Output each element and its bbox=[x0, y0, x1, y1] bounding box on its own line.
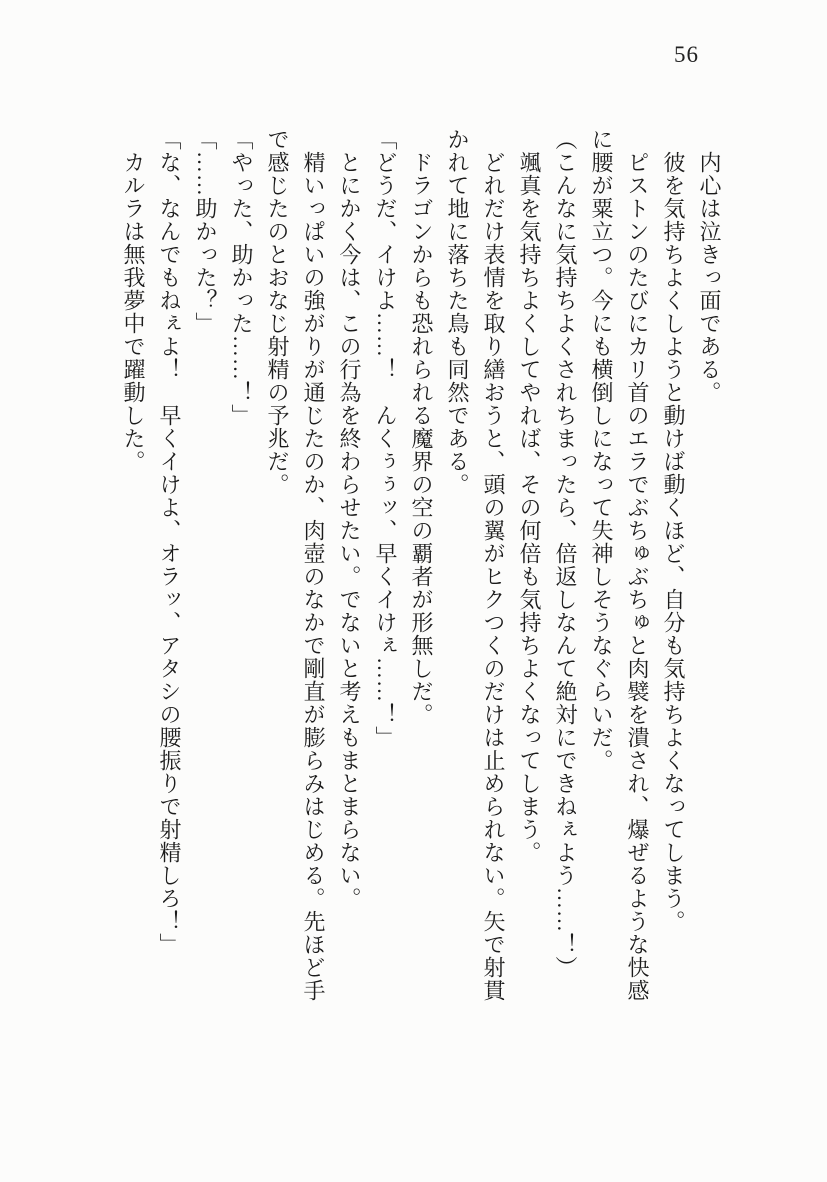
paragraph: ドラゴンからも恐れられる魔界の空の覇者が形無しだ。 bbox=[409, 151, 434, 726]
paragraph-dialogue: 「……助かった？」 bbox=[193, 128, 218, 335]
page-number: 56 bbox=[674, 42, 699, 67]
paragraph: カルラは無我夢中で躍動した。 bbox=[121, 151, 146, 473]
paragraph-dialogue: 「な、なんでもねぇよ！ 早くイけよ、オラッ、アタシの腰振りで射精しろ！」 bbox=[157, 128, 182, 956]
paragraph: 内心は泣きっ面である。 bbox=[697, 151, 722, 404]
paragraph: どれだけ表情を取り繕おうと、頭の翼がヒクつくのだけは止められない。矢で射貫かれて地に落ちた鳥も同然である。 bbox=[445, 128, 506, 1002]
paragraph: ピストンのたびにカリ首のエラでぶちゅぶちゅと肉襞を潰され、爆ぜるような快感に腰が粟立つ。今にも横倒しになって失神しそうなぐらいだ。 bbox=[589, 128, 650, 1002]
novel-text-block bbox=[103, 128, 727, 1008]
paragraph: 精いっぱいの強がりが通じたのか、肉壺のなかで剛直が膨らみはじめる。先ほど手で感じたのとおなじ射精の予兆だ。 bbox=[265, 128, 326, 1002]
paragraph: とにかく今は、この行為を終わらせたい。でないと考えもまとまらない。 bbox=[337, 151, 362, 910]
paragraph: 彼を気持ちよくしようと動けば動くほど、自分も気持ちよくなってしまう。 bbox=[661, 151, 686, 933]
paragraph: 颯真を気持ちよくしてやれば、その何倍も気持ちよくなってしまう。 bbox=[517, 151, 542, 864]
paragraph-dialogue: 「どうだ、イけよ……！ んくぅぅッ、早くイけぇ……！」 bbox=[373, 128, 398, 749]
paragraph-inner-thought: （こんなに気持ちよくされちまったら、倍返しなんて絶対にできねぇよう……！） bbox=[553, 128, 578, 979]
paragraph-dialogue: 「やった、助かった……！」 bbox=[229, 128, 254, 427]
